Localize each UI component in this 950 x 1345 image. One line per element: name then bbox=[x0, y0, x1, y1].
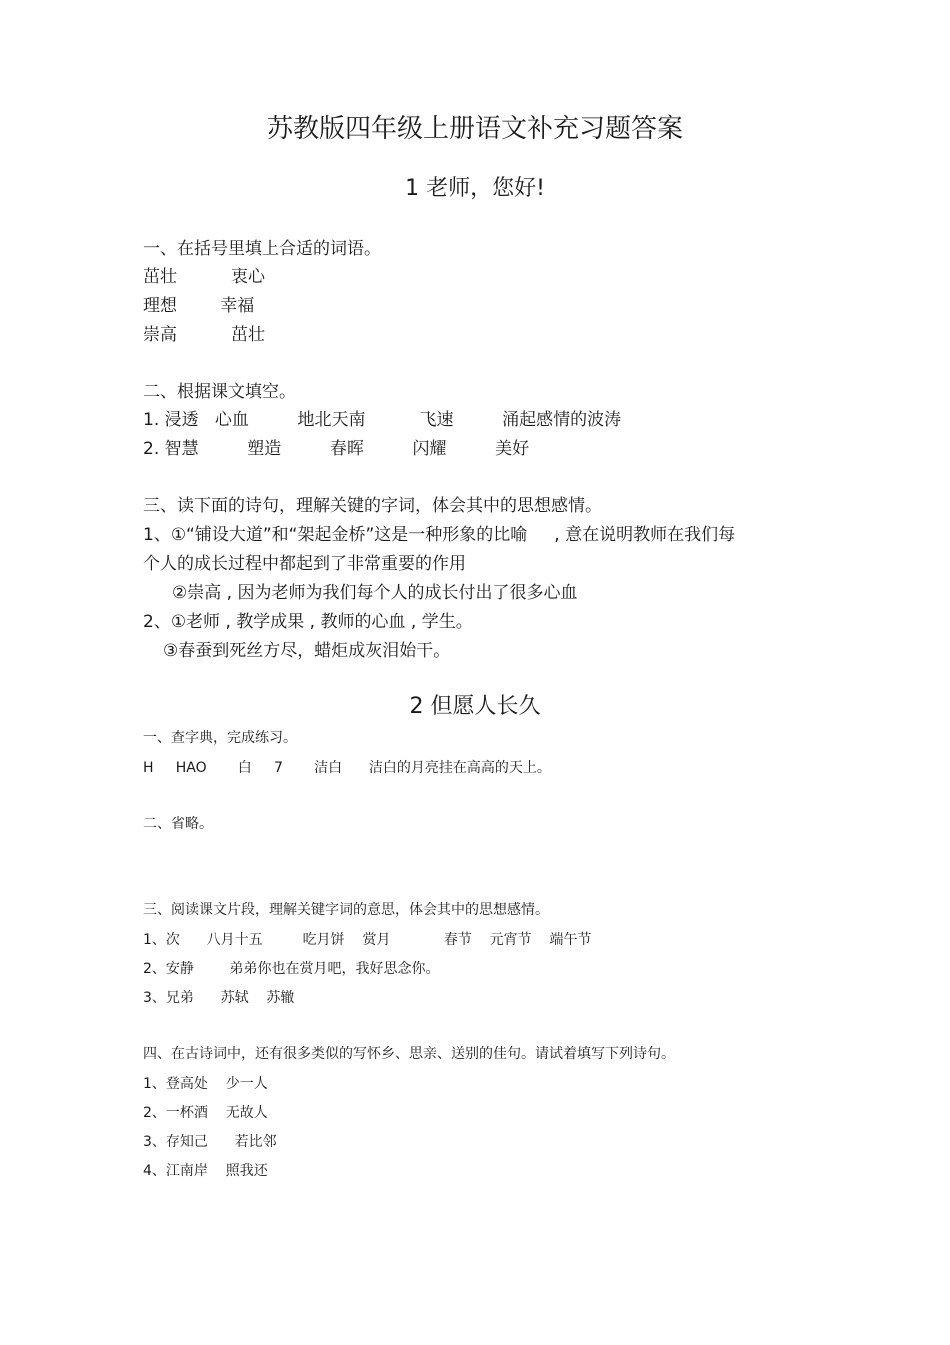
lesson1-q2-label: 二、根据课文填空。 bbox=[143, 382, 296, 402]
lesson2-q3-label: 三、阅读课文片段，理解关键字词的意思，体会其中的思想感情。 bbox=[143, 902, 549, 918]
lesson1-q2-row: 1. 浸透 心血 地北天南 飞速 涌起感情的波涛 bbox=[143, 410, 622, 430]
document-title: 苏教版四年级上册语文补充习题答案 bbox=[266, 114, 683, 144]
lesson1-q3-row: ②崇高 , 因为老师为我们每个人的成长付出了很多心血 bbox=[172, 583, 578, 603]
lesson1-heading: 1 老师，您好! bbox=[405, 176, 545, 201]
lesson2-q4-row: 1、登高处 少一人 bbox=[143, 1076, 268, 1092]
lesson1-q1-row: 理想 幸福 bbox=[143, 296, 255, 316]
lesson1-q3-label: 三、读下面的诗句，理解关键的字词，体会其中的思想感情。 bbox=[143, 496, 602, 516]
lesson2-q4-label: 四、在古诗词中，还有很多类似的写怀乡、思亲、送别的佳句。请试着填写下列诗句。 bbox=[143, 1046, 675, 1062]
lesson1-q1-label: 一、在括号里填上合适的词语。 bbox=[143, 239, 381, 259]
lesson2-q3-row: 3、兄弟 苏轼 苏辙 bbox=[143, 990, 295, 1006]
lesson1-q3-row: ③春蚕到死丝方尽，蜡炬成灰泪始干。 bbox=[163, 641, 451, 661]
lesson2-q1-label: 一、查字典，完成练习。 bbox=[143, 730, 297, 746]
lesson2-q1-row: H HAO 白 7 洁白 洁白的月亮挂在高高的天上。 bbox=[143, 760, 551, 776]
lesson1-q2-row: 2. 智慧 塑造 春晖 闪耀 美好 bbox=[143, 439, 530, 459]
lesson1-q1-row: 茁壮 衷心 bbox=[143, 267, 266, 287]
lesson1-q1-row: 崇高 茁壮 bbox=[143, 325, 266, 345]
lesson2-q4-row: 2、一杯酒 无故人 bbox=[143, 1105, 268, 1121]
lesson2-q4-row: 4、江南岸 照我还 bbox=[143, 1163, 268, 1179]
lesson2-q3-row: 2、安静 弟弟你也在赏月吧，我好思念你。 bbox=[143, 961, 440, 977]
lesson2-q3-row: 1、次 八月十五 吃月饼 赏月 春节 元宵节 端午节 bbox=[143, 932, 592, 948]
lesson2-q4-row: 3、存知己 若比邻 bbox=[143, 1134, 277, 1150]
lesson2-q2-label: 二、省略。 bbox=[143, 816, 213, 832]
lesson2-heading: 2 但愿人长久 bbox=[409, 694, 541, 719]
lesson1-q3-row: 个人的成长过程中都起到了非常重要的作用 bbox=[143, 554, 466, 574]
lesson1-q3-row: 2、①老师 , 教学成果 , 教师的心血 , 学生。 bbox=[143, 612, 473, 632]
lesson1-q3-row: 1、①“铺设大道”和“架起金桥”这是一种形象的比喻 , 意在说明教师在我们每 bbox=[143, 525, 736, 545]
